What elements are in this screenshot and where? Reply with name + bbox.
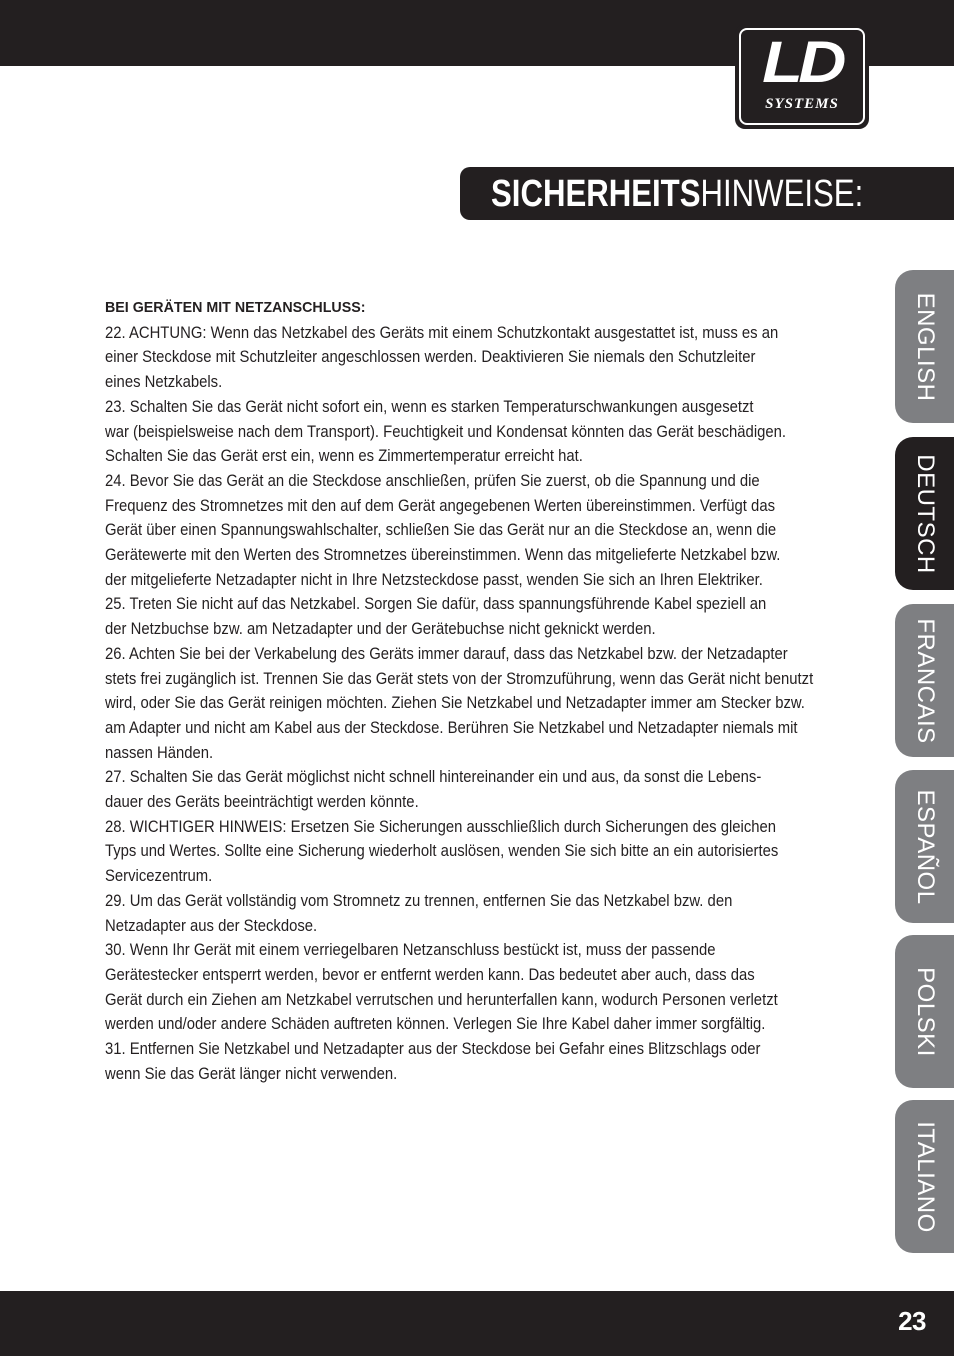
text-line: wenn Sie das Gerät länger nicht verwenden. <box>105 1064 398 1083</box>
text-line: Netzadapter aus der Steckdose. <box>105 916 318 935</box>
text-line: Frequenz des Stromnetzes mit den auf dem Gerät angegebenen Werten übereinstimmen. Verfügt das <box>105 496 776 515</box>
logo-main-text: LD <box>762 30 842 95</box>
text-line: Schalten Sie das Gerät erst ein, wenn es Zimmertemperatur erreicht hat. <box>105 447 583 466</box>
tab-polski[interactable] <box>895 935 954 1088</box>
tab-english-label: ENGLISH <box>911 292 939 401</box>
text-line: 28. WICHTIGER HINWEIS: Ersetzen Sie Sicherungen ausschließlich durch Sicherungen des gleichen <box>105 817 777 836</box>
page-title-bold: SICHERHEITS <box>491 173 701 215</box>
bottom-bar <box>0 1291 954 1356</box>
text-line: stets frei zugänglich ist. Trennen Sie das Gerät stets von der Stromzuführung, wenn das Gerät nicht benutzt <box>105 669 814 688</box>
text-line: werden und/oder andere Schäden auftreten können. Verlegen Sie Ihre Kabel daher immer sorgfältig. <box>105 1015 766 1034</box>
text-line: der Netzbuchse bzw. am Netzadapter und der Gerätebuchse nicht geknickt werden. <box>105 620 656 639</box>
tab-english[interactable] <box>895 270 954 423</box>
text-line: 25. Treten Sie nicht auf das Netzkabel. Sorgen Sie dafür, dass spannungsführende Kabel speziell an <box>105 595 767 614</box>
text-line: 27. Schalten Sie das Gerät möglichst nicht schnell hintereinander ein und aus, da sonst die Lebens- <box>105 768 762 787</box>
section-title-tab <box>460 167 954 220</box>
tab-espanol[interactable] <box>895 770 954 923</box>
text-line: dauer des Geräts beeinträchtigt werden könnte. <box>105 793 419 812</box>
text-line: 23. Schalten Sie das Gerät nicht sofort ein, wenn es starken Temperaturschwankungen ausgesetzt <box>105 397 754 416</box>
text-line: 22. ACHTUNG: Wenn das Netzkabel des Geräts mit einem Schutzkontakt ausgestattet ist, muss es an <box>105 323 779 342</box>
ld-systems-logo <box>735 24 869 129</box>
tab-francais[interactable] <box>895 604 954 757</box>
text-line: Typs und Wertes. Sollte eine Sicherung wiederholt auslösen, wenden Sie sich bitte an ein autorisiertes <box>105 842 779 861</box>
text-line: 31. Entfernen Sie Netzkabel und Netzadapter aus der Steckdose bei Gefahr eines Blitzschlags oder <box>105 1040 761 1059</box>
text-line: war (beispielsweise nach dem Transport). Feuchtigkeit und Kondensat könnten das Gerät beschädigen. <box>105 422 787 441</box>
text-line: Gerät über einen Spannungswahlschalter, schließen Sie das Gerät nur an die Steckdose an, wenn die <box>105 521 777 540</box>
safety-content <box>105 296 857 1087</box>
safety-text-body <box>105 321 857 1087</box>
text-line: 24. Bevor Sie das Gerät an die Steckdose anschließen, prüfen Sie zuerst, ob die Spannung und die <box>105 471 760 490</box>
tab-italiano-label: ITALIANO <box>911 1120 939 1233</box>
logo-sub-text: SYSTEMS <box>765 96 839 112</box>
text-line: 29. Um das Gerät vollständig vom Stromnetz zu trennen, entfernen Sie das Netzkabel bzw. den <box>105 891 733 910</box>
page-number: 23 <box>898 1306 926 1336</box>
text-line: einer Steckdose mit Schutzleiter angeschlossen werden. Deaktivieren Sie niemals den Schutzleiter <box>105 348 756 367</box>
text-line: nassen Händen. <box>105 743 214 762</box>
text-line: der mitgelieferte Netzadapter nicht in Ihre Netzsteckdose passt, wenden Sie sich an Ihren Elektriker. <box>105 570 763 589</box>
tab-polski-label: POLSKI <box>911 966 939 1057</box>
tab-deutsch[interactable] <box>895 437 954 590</box>
text-line: Gerätestecker entsperrt werden, bevor er entfernt werden kann. Das bedeutet aber auch, dass das <box>105 965 755 984</box>
text-line: Servicezentrum. <box>105 867 213 886</box>
text-line: Gerätewerte mit den Werten des Stromnetzes übereinstimmen. Wenn das mitgelieferte Netzkabel bzw. <box>105 546 781 565</box>
section-heading: BEI GERÄTEN MIT NETZANSCHLUSS: <box>105 299 366 316</box>
text-line: Gerät durch ein Ziehen am Netzkabel verrutschen und herunterfallen kann, wodurch Personen verletzt <box>105 990 778 1009</box>
tab-italiano[interactable] <box>895 1100 954 1253</box>
text-line: 30. Wenn Ihr Gerät mit einem verriegelbaren Netzanschluss bestückt ist, muss der passende <box>105 941 716 960</box>
text-line: wird, oder Sie das Gerät reinigen möchten. Ziehen Sie Netzkabel und Netzadapter immer am Stecker bzw. <box>105 694 805 713</box>
text-line: eines Netzkabels. <box>105 373 223 392</box>
tab-deutsch-label: DEUTSCH <box>911 453 939 574</box>
page-title-light: HINWEISE: <box>700 173 864 215</box>
tab-francais-label: FRANCAIS <box>911 617 939 744</box>
page-title <box>491 173 863 215</box>
text-line: am Adapter und nicht am Kabel aus der Steckdose. Berühren Sie Netzkabel und Netzadapter niemals mit <box>105 718 798 737</box>
tab-espanol-label: ESPAÑOL <box>911 788 939 905</box>
text-line: 26. Achten Sie bei der Verkabelung des Geräts immer darauf, dass das Netzkabel bzw. der Netzadapter <box>105 644 788 663</box>
